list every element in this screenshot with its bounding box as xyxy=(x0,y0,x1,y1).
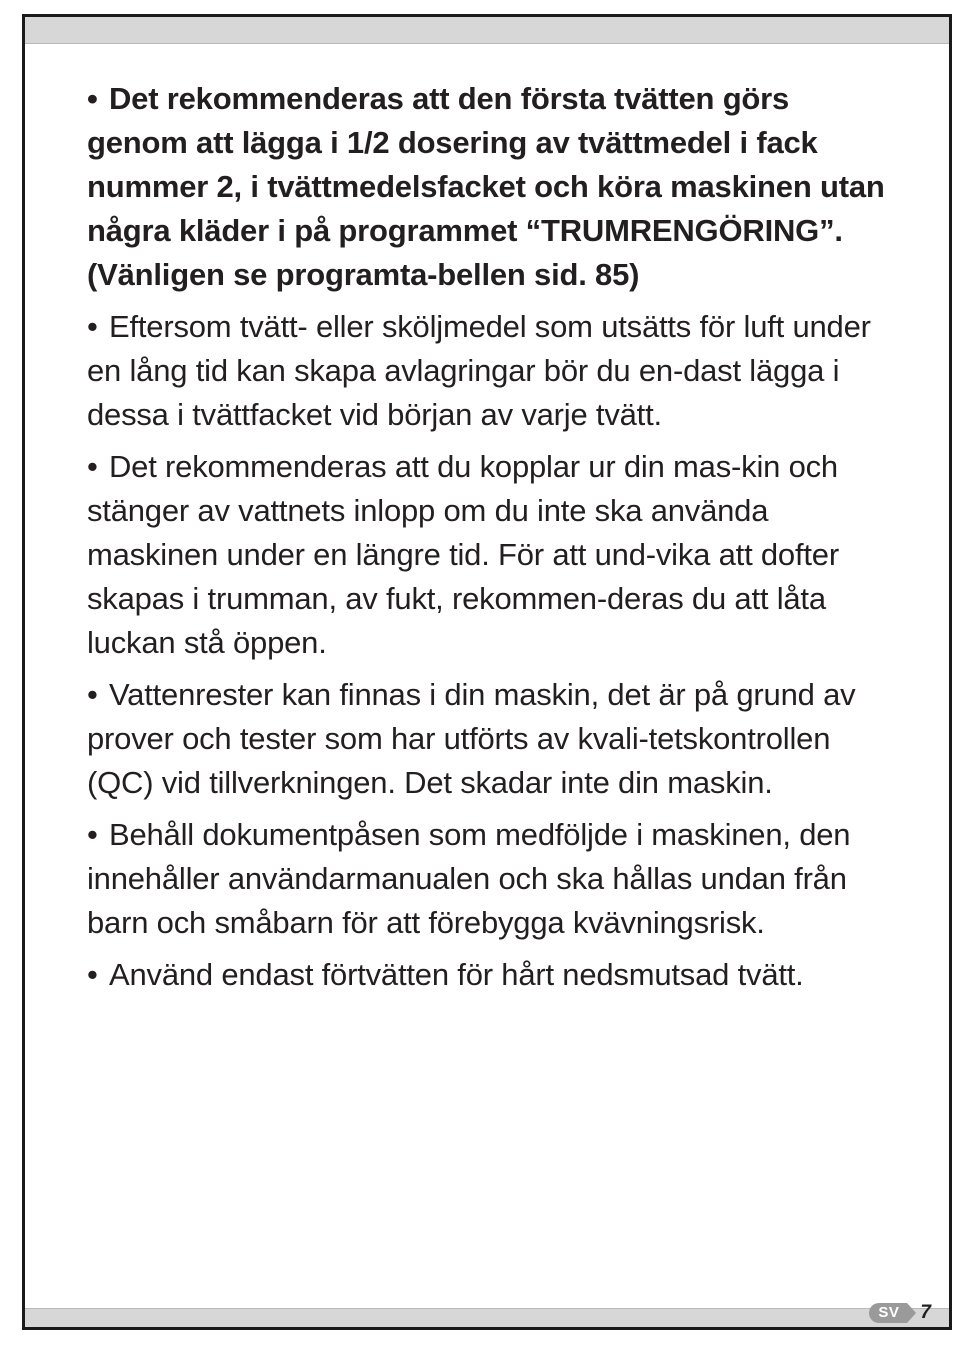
list-item xyxy=(87,77,887,297)
bullet: • xyxy=(87,817,98,852)
bullet: • xyxy=(87,449,98,484)
bullet: • xyxy=(87,677,98,712)
list-item xyxy=(87,673,887,805)
page-frame xyxy=(22,14,952,1330)
bullet: • xyxy=(87,309,98,344)
instruction-list xyxy=(87,77,887,1005)
paragraph-text: Vattenrester kan finnas i din maskin, det är på grund av prover och tester som har utförts av kvali-tetskontrollen (QC) vid tillverkningen. Det skadar inte din maskin. xyxy=(87,677,856,800)
paragraph-text: Använd endast förtvätten för hårt nedsmutsad tvätt. xyxy=(109,957,804,992)
header-band xyxy=(25,17,949,44)
footer-band xyxy=(25,1302,949,1327)
list-item xyxy=(87,953,887,997)
language-badge: SV xyxy=(869,1303,907,1323)
paragraph-text: Det rekommenderas att den första tvätten görs genom att lägga i 1/2 dosering av tvättmedel i fack nummer 2, i tvättmedelsfacket och köra maskinen utan några kläder i på programmet “TRUMRENGÖRING”. (Vänligen se programta-bellen sid. 85) xyxy=(87,81,885,292)
badge-arrow-icon xyxy=(907,1303,916,1323)
paragraph-text: Det rekommenderas att du kopplar ur din mas-kin och stänger av vattnets inlopp om du inte ska använda maskinen under en längre tid. För att und-vika att dofter skapas i trumman, av fukt, rekommen-deras du att låta luckan stå öppen. xyxy=(87,449,839,660)
bullet: • xyxy=(87,81,98,116)
page-number: 7 xyxy=(920,1302,931,1323)
page-badge xyxy=(869,1303,931,1323)
list-item xyxy=(87,813,887,945)
bullet: • xyxy=(87,957,98,992)
list-item xyxy=(87,305,887,437)
paragraph-text: Behåll dokumentpåsen som medföljde i maskinen, den innehåller användarmanualen och ska hållas undan från barn och småbarn för att förebygga kvävningsrisk. xyxy=(87,817,851,940)
paragraph-text: Eftersom tvätt- eller sköljmedel som utsätts för luft under en lång tid kan skapa avlagringar bör du en-dast lägga i dessa i tvättfacket vid början av varje tvätt. xyxy=(87,309,871,432)
list-item xyxy=(87,445,887,665)
